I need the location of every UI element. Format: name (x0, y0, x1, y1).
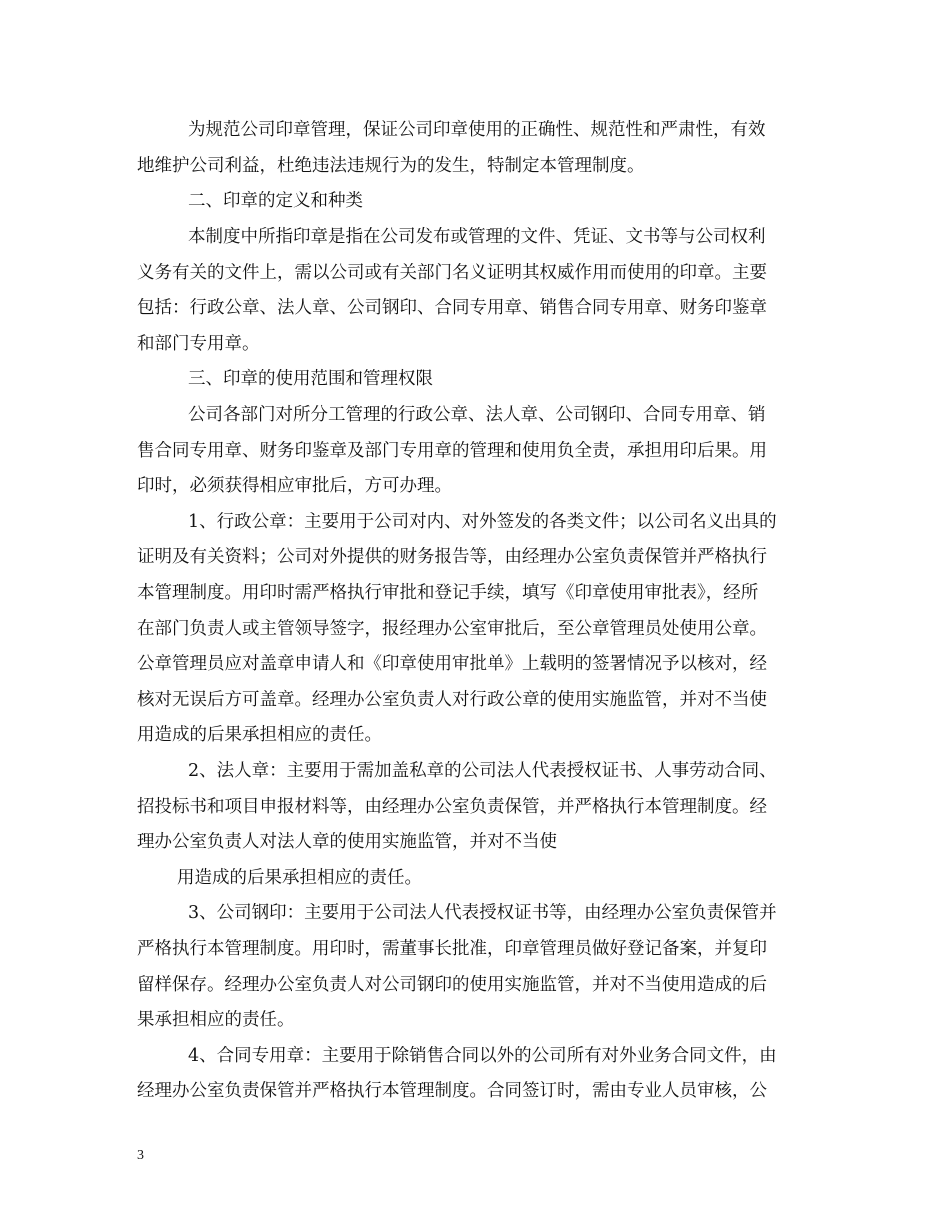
page-number: 3 (137, 1148, 144, 1163)
text-line: 为规范公司印章管理，保证公司印章使用的正确性、规范性和严肃性，有效 (188, 120, 766, 140)
text-line: 严格执行本管理制度。用印时，需董事长批准，印章管理员做好登记备案，并复印 (137, 939, 767, 959)
text-line: 3、公司钢印：主要用于公司法人代表授权证书等，由经理办公室负责保管并 (188, 903, 777, 923)
text-line: 证明及有关资料；公司对外提供的财务报告等，由经理办公室负责保管并严格执行 (137, 547, 767, 567)
text-line: 和部门专用章。 (137, 334, 260, 354)
text-line: 用造成的后果承担相应的责任。 (137, 725, 382, 745)
text-line: 1、行政公章：主要用于公司对内、对外签发的各类文件；以公司名义出具的 (188, 512, 777, 532)
text-line: 包括：行政公章、法人章、公司钢印、合同专用章、销售合同专用章、财务印鉴章 (137, 298, 767, 318)
text-line: 义务有关的文件上，需以公司或有关部门名义证明其权威作用而使用的印章。主要 (137, 263, 767, 283)
text-line: 公章管理员应对盖章申请人和《印章使用审批单》上载明的签署情况予以核对，经 (137, 654, 767, 674)
text-line: 4、合同专用章：主要用于除销售合同以外的公司所有对外业务合同文件，由 (188, 1046, 777, 1066)
text-line: 印时，必须获得相应审批后，方可办理。 (137, 476, 452, 496)
text-line: 用造成的后果承担相应的责任。 (177, 868, 422, 888)
text-line: 留样保存。经理办公室负责人对公司钢印的使用实施监管，并对不当使用造成的后 (137, 975, 767, 995)
text-line: 核对无误后方可盖章。经理办公室负责人对行政公章的使用实施监管，并对不当使 (137, 690, 767, 710)
text-line: 招投标书和项目申报材料等，由经理办公室负责保管，并严格执行本管理制度。经 (137, 797, 767, 817)
text-line: 本制度中所指印章是指在公司发布或管理的文件、凭证、文书等与公司权利 (188, 227, 766, 247)
text-line: 地维护公司利益，杜绝违法违规行为的发生，特制定本管理制度。 (137, 156, 645, 176)
text-line: 果承担相应的责任。 (137, 1010, 295, 1030)
text-line: 售合同专用章、财务印鉴章及部门专用章的管理和使用负全责，承担用印后果。用 (137, 441, 767, 461)
section-heading: 二、印章的定义和种类 (188, 191, 363, 211)
text-line: 理办公室负责人对法人章的使用实施监管，并对不当使 (137, 832, 557, 852)
text-line: 本管理制度。用印时需严格执行审批和登记手续，填写《印章使用审批表》，经所 (137, 583, 759, 603)
text-line: 公司各部门对所分工管理的行政公章、法人章、公司钢印、合同专用章、销 (188, 405, 766, 425)
text-line: 经理办公室负责保管并严格执行本管理制度。合同签订时，需由专业人员审核，公 (137, 1081, 767, 1101)
text-line: 2、法人章：主要用于需加盖私章的公司法人代表授权证书、人事劳动合同、 (188, 761, 777, 781)
text-line: 在部门负责人或主管领导签字，报经理办公室审批后，至公章管理员处使用公章。 (137, 619, 767, 639)
section-heading: 三、印章的使用范围和管理权限 (188, 369, 433, 389)
